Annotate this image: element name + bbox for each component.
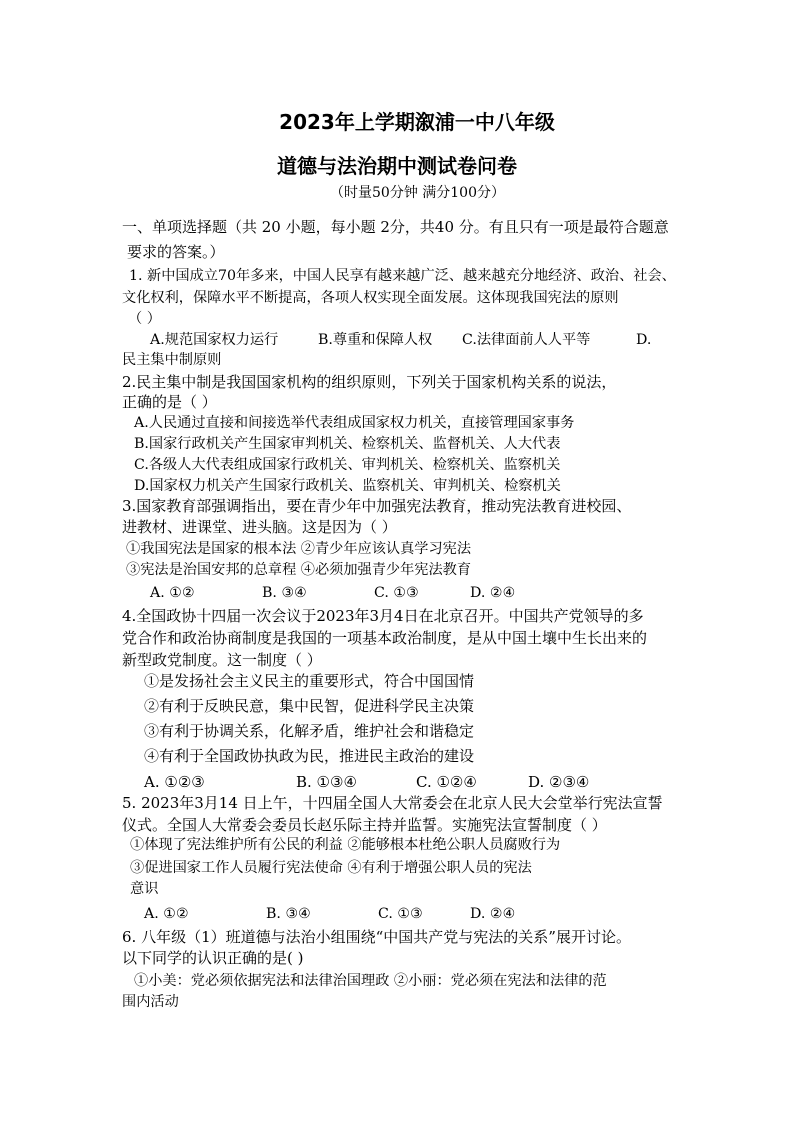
q2-option-b: B.国家行政机关产生国家审判机关、检察机关、监督机关、人大代表 [134, 436, 561, 452]
q3-option-c: C. ①③ [374, 585, 419, 601]
q1-stem: 1. 新中国成立70年多来，中国人民享有越来越广泛、越来越充分地经济、政治、社会、 [129, 268, 676, 284]
q3-statements: ①我国宪法是国家的根本法 ②青少年应该认真学习宪法 [126, 541, 472, 557]
q3-statements: ③宪法是治国安邦的总章程 ④必须加强青少年宪法教育 [126, 562, 472, 578]
q4-option-a: A. ①②③ [144, 773, 205, 791]
exam-time-score: （时量50分钟 满分100分） [330, 185, 505, 201]
exam-subject-title: 道德与法治期中测试卷问卷 [277, 154, 517, 178]
exam-title: 2023年上学期溆浦一中八年级 [279, 110, 555, 134]
q6-statements: 围内活动 [122, 994, 179, 1010]
q1-option-a: A.规范国家权力运行 [150, 332, 279, 348]
q4-stem: 新型政党制度。这一制度（ ） [122, 651, 322, 669]
q4-option-c: C. ①②④ [416, 773, 477, 791]
section-heading-cont: 要求的答案。） [127, 243, 225, 261]
q1-option-d: D. [636, 332, 652, 348]
q1-option-c: C.法律面前人人平等 [462, 332, 591, 348]
q2-stem: 正确的是（ ） [122, 393, 217, 411]
q1-answer-bracket: （ ） [128, 311, 161, 327]
q3-option-b: B. ③④ [262, 585, 307, 601]
q5-option-d: D. ②④ [470, 906, 516, 922]
q5-statements: ③促进国家工作人员履行宪法使命 ④有利于增强公职人员的宪法 [130, 860, 532, 876]
q6-statements: ①小美：党必须依据宪法和法律治国理政 ②小丽：党必须在宪法和法律的范 [134, 973, 607, 989]
q2-option-a: A.人民通过直接和间接选举代表组成国家权力机关，直接管理国家事务 [134, 415, 575, 431]
q4-statement-1: ①是发扬社会主义民主的重要形式，符合中国国情 [144, 672, 475, 690]
q5-statements: 意识 [130, 881, 159, 897]
q4-statement-4: ④有利于全国政协执政为民，推进民主政治的建设 [144, 747, 475, 765]
q4-stem: 党合作和政治协商制度是我国的一项基本政治制度，是从中国土壤中生长出来的 [122, 629, 648, 647]
q3-stem: 3.国家教育部强调指出，要在青少年中加强宪法教育，推动宪法教育进校园、 [122, 497, 632, 515]
q3-stem: 进教材、进课堂、进头脑。这是因为（ ） [122, 518, 397, 536]
q5-option-a: A. ①② [144, 906, 189, 922]
q3-option-a: A. ①② [150, 585, 195, 601]
q4-option-d: D. ②③④ [528, 773, 590, 791]
q5-option-b: B. ③④ [266, 906, 311, 922]
q6-stem: 以下同学的认识正确的是( ) [122, 949, 304, 967]
q4-statement-2: ②有利于反映民意，集中民智，促进科学民主决策 [144, 697, 475, 715]
q1-stem: 文化权利，保障水平不断提高，各项人权实现全面发展。这体现我国宪法的原则 [122, 290, 619, 306]
q5-statements: ①体现了宪法维护所有公民的利益 ②能够根本杜绝公职人员腐败行为 [130, 837, 561, 853]
q4-statement-3: ③有利于协调关系，化解矛盾，维护社会和谐稳定 [144, 722, 475, 740]
section-heading: 一、单项选择题（共 20 小题，每小题 2分，共40 分。有且只有一项是最符合题意 [122, 218, 669, 236]
q1-option-d-text: 民主集中制原则 [122, 352, 222, 368]
q2-option-d: D.国家权力机关产生国家行政机关、监察机关、审判机关、检察机关 [134, 478, 561, 494]
q5-option-c: C. ①③ [378, 906, 423, 922]
q1-option-b: B.尊重和保障人权 [318, 332, 433, 348]
q3-option-d: D. ②④ [470, 585, 516, 601]
q4-option-b: B. ①③④ [296, 773, 357, 791]
q2-option-c: C.各级人大代表组成国家行政机关、审判机关、检察机关、监察机关 [134, 457, 561, 473]
q2-stem: 2.民主集中制是我国国家机构的组织原则，下列关于国家机构关系的说法， [122, 373, 617, 391]
q6-stem: 6. 八年级（1）班道德与法治小组围绕“中国共产党与宪法的关系”展开讨论。 [122, 928, 631, 946]
q5-stem: 仪式。全国人大常委会委员长赵乐际主持并监誓。实施宪法宣誓制度（ ） [122, 816, 607, 834]
q5-stem: 5. 2023年3月14 日上午，十四届全国人大常委会在北京人民大会堂举行宪法宣誓 [122, 794, 663, 812]
q4-stem: 4.全国政协十四届一次会议于2023年3月4日在北京召开。中国共产党领导的多 [122, 607, 644, 625]
